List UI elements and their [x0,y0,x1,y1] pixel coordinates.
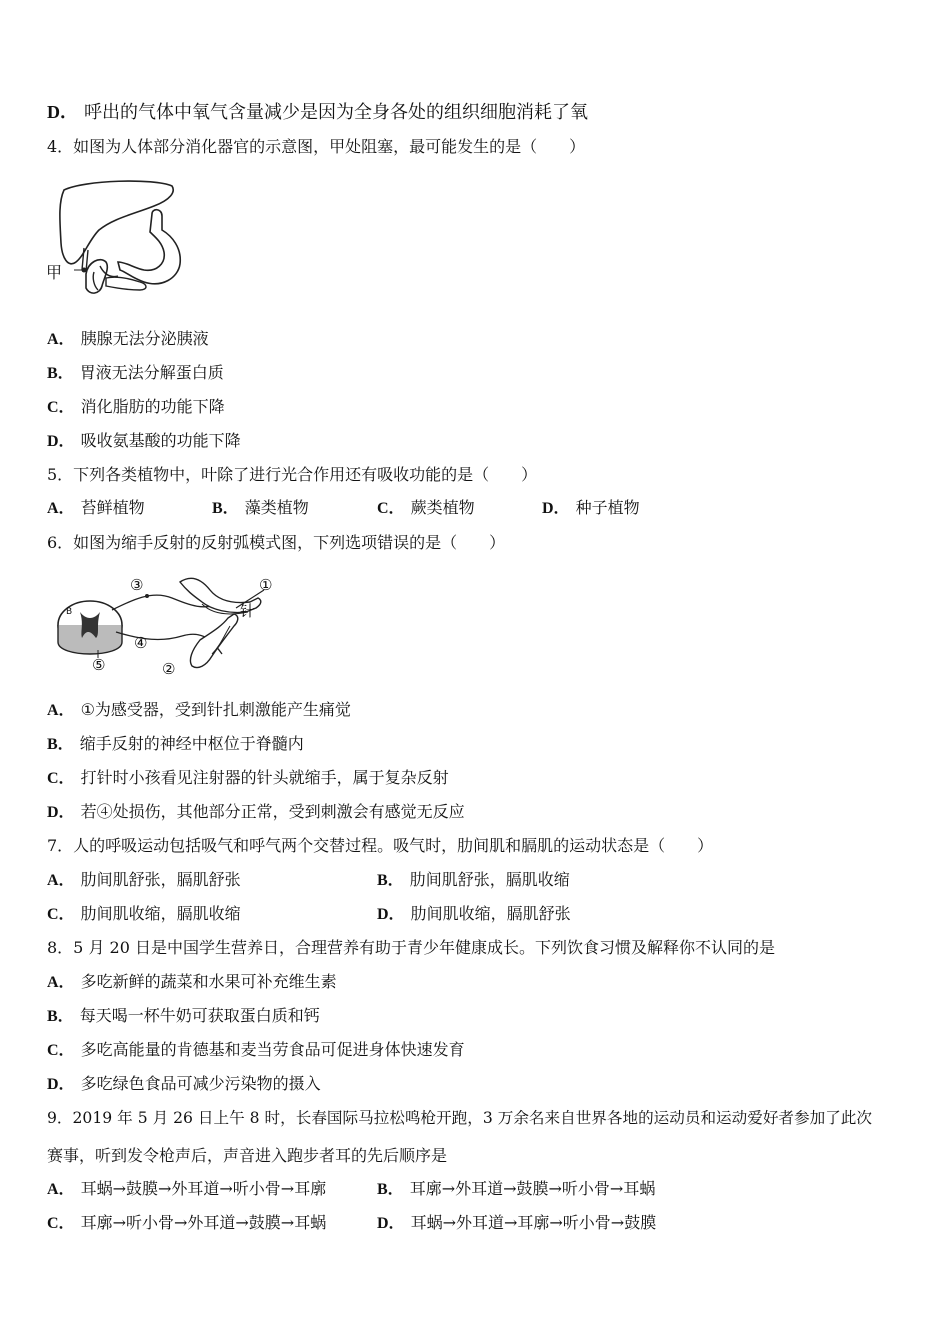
q8-option-c [47,1040,465,1061]
label-2: ② [162,660,176,678]
option-text: 胃液无法分解蛋白质 [79,363,224,382]
option-label: D． [377,1215,405,1232]
option-text: 耳廓→外耳道→鼓膜→听小骨→耳蜗 [409,1179,656,1198]
option-text: 吸收氨基酸的功能下降 [80,431,241,450]
q4-option-c [47,397,225,418]
q7-option-a [47,870,241,891]
option-text: 肋间肌舒张，膈肌收缩 [409,870,570,889]
option-label: D． [542,500,570,517]
option-label: C． [377,500,405,517]
label-1: ① [259,576,273,594]
q6-option-b [47,734,304,755]
q9-option-b [377,1179,655,1200]
option-text: 肋间肌舒张，膈肌舒张 [80,870,241,889]
option-text: 消化脂肪的功能下降 [80,397,225,416]
q9-option-c [47,1213,326,1234]
option-label: B． [377,872,404,889]
q5-option-b [212,498,309,519]
q3-option-d [47,102,588,123]
option-label: C． [47,1042,75,1059]
label-5: ⑤ [92,656,106,674]
svg-text:B: B [66,607,73,617]
option-text: 呼出的气体中氧气含量减少是因为全身各处的组织细胞消耗了氧 [84,102,588,123]
option-text: 缩手反射的神经中枢位于脊髓内 [79,734,304,753]
q9-option-d [377,1213,656,1234]
option-label: D． [47,102,78,122]
digestive-organs-figure [44,178,189,303]
option-text: 胰腺无法分泌胰液 [80,329,209,348]
option-label: A． [47,331,75,348]
option-label: A． [47,974,75,991]
q4-option-a [47,329,209,350]
figure-label-jia: 甲 [46,263,63,282]
q8-option-a [47,972,337,993]
option-label: C． [47,1215,75,1232]
question-5-stem: 5．下列各类植物中，叶除了进行光合作用还有吸收功能的是（ ） [47,465,538,484]
option-label: A． [47,872,75,889]
q5-option-a [47,498,145,519]
question-4-stem: 4．如图为人体部分消化器官的示意图，甲处阻塞，最可能发生的是（ ） [47,137,586,156]
q7-option-b [377,870,570,891]
label-3: ③ [130,576,144,594]
q5-option-c [377,498,475,519]
option-text: 耳蜗→外耳道→耳廓→听小骨→鼓膜 [410,1213,657,1232]
option-label: C． [47,770,75,787]
option-text: 肋间肌收缩，膈肌舒张 [410,904,571,923]
option-label: C． [47,906,75,923]
option-text: 种子植物 [575,498,640,517]
q7-option-c [47,904,241,925]
option-label: B． [212,500,239,517]
q4-option-b [47,363,224,384]
q6-option-a [47,700,351,721]
option-text: 肋间肌收缩，膈肌收缩 [80,904,241,923]
option-text: 蕨类植物 [410,498,475,517]
q7-option-d [377,904,571,925]
reflex-arc-figure [52,570,287,680]
option-text: ①为感受器，受到针扎刺激能产生痛觉 [80,700,351,719]
option-text: 藻类植物 [244,498,309,517]
option-label: D． [377,906,405,923]
option-label: A． [47,702,75,719]
option-text: 苔鲜植物 [80,498,145,517]
q5-option-d [542,498,640,519]
option-label: B． [377,1181,404,1198]
q4-option-d [47,431,241,452]
option-text: 耳廓→听小骨→外耳道→鼓膜→耳蜗 [80,1213,327,1232]
option-text: 耳蜗→鼓膜→外耳道→听小骨→耳廓 [80,1179,327,1198]
option-label: B． [47,736,74,753]
label-needle: 针 [240,602,256,620]
option-text: 多吃新鲜的蔬菜和水果可补充维生素 [80,972,337,991]
option-text: 多吃绿色食品可减少污染物的摄入 [80,1074,321,1093]
q9-option-a [47,1179,326,1200]
q8-option-b [47,1006,320,1027]
question-8-stem: 8．5 月 20 日是中国学生营养日，合理营养有助于青少年健康成长。下列饮食习惯及解释你不认同的是 [47,938,775,957]
question-7-stem: 7．人的呼吸运动包括吸气和呼气两个交替过程。吸气时，肋间肌和膈肌的运动状态是（ ） [47,836,714,855]
option-label: A． [47,1181,75,1198]
q8-option-d [47,1074,321,1095]
option-label: C． [47,399,75,416]
option-text: 若④处损伤，其他部分正常，受到刺激会有感觉无反应 [80,802,465,821]
question-6-stem: 6．如图为缩手反射的反射弧模式图，下列选项错误的是（ ） [47,533,506,552]
label-4: ④ [134,634,148,652]
option-text: 打针时小孩看见注射器的针头就缩手，属于复杂反射 [80,768,449,787]
q6-option-d [47,802,465,823]
question-9-stem-line1: 9．2019 年 5 月 26 日上午 8 时，长春国际马拉松鸣枪开跑，3 万余名来自世界各地的运动员和运动爱好者参加了此次 [47,1109,872,1127]
option-text: 每天喝一杯牛奶可获取蛋白质和钙 [79,1006,320,1025]
q6-option-c [47,768,449,789]
option-label: D． [47,433,75,450]
option-text: 多吃高能量的肯德基和麦当劳食品可促进身体快速发育 [80,1040,465,1059]
option-label: D． [47,804,75,821]
option-label: B． [47,1008,74,1025]
option-label: B． [47,365,74,382]
option-label: D． [47,1076,75,1093]
option-label: A． [47,500,75,517]
question-9-stem-line2: 赛事，听到发令枪声后，声音进入跑步者耳的先后顺序是 [47,1146,448,1165]
